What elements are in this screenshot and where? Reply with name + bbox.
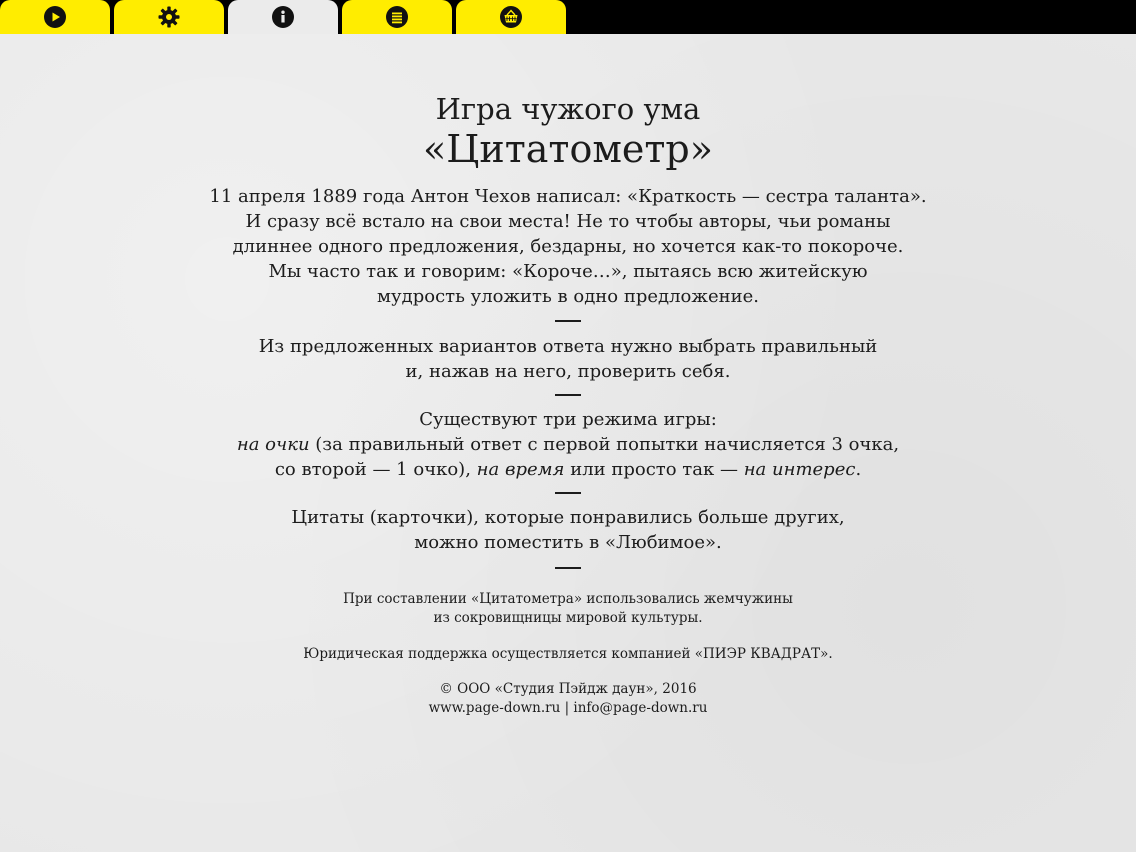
favorites-line: Цитаты (карточки), которые понравились больше других, <box>291 507 845 528</box>
modes-text: (за правильный ответ с первой попытки начисляется 3 очка, <box>309 434 900 455</box>
intro-line: Мы часто так и говорим: «Короче…», пытаясь всю житейскую <box>268 261 868 282</box>
modes-heading: Существуют три режима игры: <box>419 409 717 430</box>
favorites-line: можно поместить в «Любимое». <box>414 532 722 553</box>
divider <box>555 394 581 396</box>
intro-line: длиннее одного предложения, бездарны, но хочется как-то покороче. <box>232 236 904 257</box>
credits-pearls <box>0 590 1136 628</box>
email-link[interactable]: info@page-down.ru <box>573 700 708 716</box>
credits-line: Юридическая поддержка осуществляется компанией «ПИЭР КВАДРАТ». <box>303 646 833 662</box>
intro-line: мудрость уложить в одно предложение. <box>377 286 759 307</box>
modes-text: со второй — 1 очко), <box>274 459 477 480</box>
divider <box>555 492 581 494</box>
play-icon <box>44 6 66 28</box>
intro-line: 11 апреля 1889 года Антон Чехов написал: «Краткость — сестра таланта». <box>209 186 927 207</box>
basket-icon <box>500 6 522 28</box>
page-subtitle: Игра чужого ума <box>435 92 701 126</box>
separator: | <box>560 700 574 716</box>
mode-interest: на интерес <box>743 459 856 480</box>
gear-icon <box>158 6 180 28</box>
tab-list[interactable] <box>342 0 452 34</box>
website-link[interactable]: www.page-down.ru <box>428 700 561 716</box>
divider <box>555 567 581 569</box>
info-page <box>0 34 1136 852</box>
modes-text: . <box>855 459 862 480</box>
modes-line <box>0 457 1136 482</box>
info-icon <box>272 6 294 28</box>
description <box>0 184 1136 580</box>
mode-time: на время <box>476 459 565 480</box>
tab-shop[interactable] <box>456 0 566 34</box>
contacts-line <box>0 699 1136 718</box>
tab-info[interactable] <box>228 0 338 34</box>
credits-legal <box>0 645 1136 664</box>
intro-line: И сразу всё встало на свои места! Не то чтобы авторы, чьи романы <box>245 211 891 232</box>
mode-points: на очки <box>236 434 310 455</box>
credits-line: При составлении «Цитатометра» использовались жемчужины <box>343 591 793 607</box>
copyright-text: © ООО «Студия Пэйдж даун», 2016 <box>439 681 697 697</box>
divider <box>555 320 581 322</box>
credits-line: из сокровищницы мировой культуры. <box>433 610 703 626</box>
top-tab-bar <box>0 0 1136 34</box>
credits-copyright <box>0 680 1136 718</box>
tab-settings[interactable] <box>114 0 224 34</box>
tab-play[interactable] <box>0 0 110 34</box>
modes-line <box>0 432 1136 457</box>
page-title: «Цитатометр» <box>423 127 713 171</box>
rules-line: и, нажав на него, проверить себя. <box>405 361 731 382</box>
modes-text: или просто так — <box>564 459 744 480</box>
rules-line: Из предложенных вариантов ответа нужно выбрать правильный <box>258 336 878 357</box>
list-icon <box>386 6 408 28</box>
